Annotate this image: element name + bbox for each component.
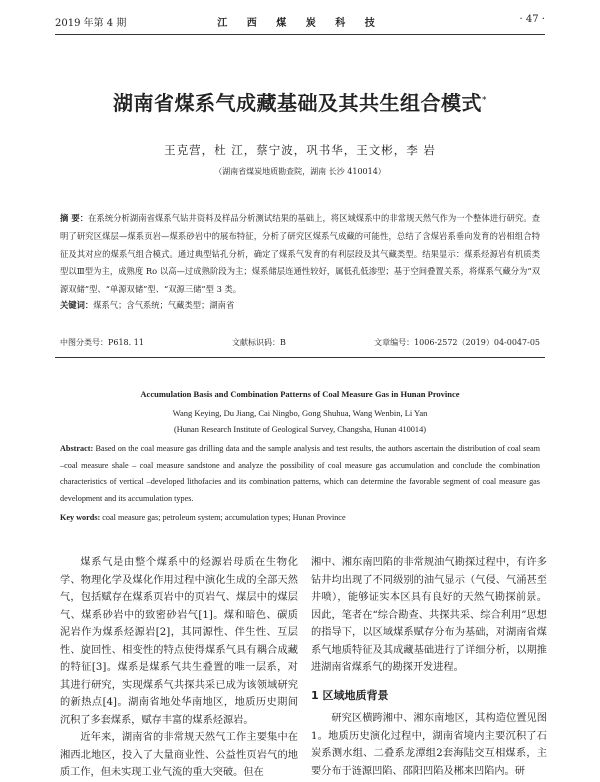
- page-number: · 47 ·: [519, 14, 545, 25]
- abstract-en: [60, 441, 540, 507]
- abstract-cn-label: 摘 要：: [60, 213, 89, 223]
- abstract-en-label: Abstract:: [60, 444, 94, 453]
- section-heading: 1 区域地质背景: [311, 688, 389, 702]
- authors-cn: 王克营，杜 江，蔡宁波，巩书华，王文彬，李 岩: [164, 143, 436, 157]
- clc-number: 中图分类号：P618. 11: [60, 338, 144, 347]
- body-column-left: [60, 554, 298, 782]
- body-paragraph: 近年来，湖南省的非常规天然气工作主要集中在湘西北地区，投入了大量商业性、公益性页岩气的地质工作，但未实现工业气流的重大突破。但在: [60, 732, 298, 778]
- abstract-cn-text: 在系统分析湖南省煤系气钻井资料及样品分析测试结果的基础上，将区域煤系中的非常规天然气作为一个整体进行研究。查明了研究区煤层—煤系页岩—煤系砂岩中的展布特征，分析了研究区煤系气成藏的可能性，总结了含煤岩系垂向发育的岩相组合特征及其对应的煤系气组合模式。通过典型钻孔分析，确定了煤系气发育的有利层段及其气藏类型。结果显示：煤系烃源岩有机质类型以Ⅲ型为主，成熟度 Ro 以高—过成熟阶段为主；煤系储层连通性较好，属低孔低渗型；基于空间叠置关系，将煤系气藏分为“双源双储”型、“单源双储”型、“双源三储”型 3 类。: [60, 213, 540, 295]
- keywords-en-label: Key words:: [60, 513, 101, 522]
- affiliation-cn: （湖南省煤炭地质勘查院，湖南 长沙 410014）: [214, 167, 386, 176]
- keywords-cn-text: 煤系气；含气系统；气藏类型；湖南省: [93, 300, 235, 310]
- keywords-en-text: coal measure gas; petroleum system; accumulation types; Hunan Province: [100, 513, 346, 522]
- title-footnote-mark: *: [482, 95, 487, 106]
- body-paragraph: 研究区横跨湘中、湘东南地区，其构造位置见图1。地质历史演化过程中，湖南省境内主要沉积了石炭系测水组、二叠系龙潭组2套海陆交互相煤系，主要分布于涟源凹陷、邵阳凹陷及郴来凹陷内。研: [311, 713, 547, 777]
- authors-en: Wang Keying, Du Jiang, Cai Ningbo, Gong Shuhua, Wang Wenbin, Li Yan: [172, 408, 428, 418]
- body-paragraph: 煤系气是由整个煤系中的烃源岩母质在生物化学、物理化学及煤化作用过程中演化生成的全部天然气，包括赋存在煤系页岩中的页岩气、煤层中的煤层气、煤系砂岩中的致密砂岩气[1]。煤和暗色、碳质泥岩作为煤系烃源岩[2]，其同源性、伴生性、互层性、旋回性、相变性的特点使得煤系气具有耦合成藏的特征[3]。煤系是煤系气共生叠置的唯一层系，对其进行研究，实现煤系气共探共采已成为该领域研究的新热点[4]。湖南省地处华南地区，地质历史期间沉积了多套煤系，赋存丰富的煤系烃源岩。: [60, 557, 298, 726]
- article-number: 文章编号：1006-2572（2019）04-0047-05: [374, 338, 540, 347]
- classification-line: [60, 337, 540, 349]
- affiliation-en: (Hunan Research Institute of Geological Survey, Changsha, Hunan 410014): [174, 425, 426, 434]
- running-header: [55, 14, 545, 30]
- abstract-en-text: Based on the coal measure gas drilling data and the sample analysis and test results, the authors ascertain the distribution of coal seam –coal measure shale – coal measure sandstone and analyze the possibility of coal measure gas accumulation and conclude the combination characteristics of vertical –developed lithofacies and its combination patterns, which can determine the favorable segment of coal measure gas development and its accumulation types.: [60, 444, 540, 503]
- document-code: 文献标识码：B: [232, 338, 286, 347]
- keywords-cn: [60, 299, 540, 311]
- body-column-right: [311, 554, 547, 780]
- journal-name: 江 西 煤 炭 科 技: [217, 18, 383, 29]
- body-paragraph: 湘中、湘东南凹陷的非常规油气勘探过程中，有许多钻井均出现了不同级别的油气显示（气侵、气涌甚至井喷），能够证实本区具有良好的天然气勘探前景。因此，笔者在“综合勘查、共探共采、综合利用”思想的指导下，以区域煤系赋存分布为基础，对湖南省煤系气地质特征及其成藏基础进行了详细分析，以期推进湖南省煤系气的勘探开发进程。: [311, 557, 547, 673]
- abstract-cn: [60, 210, 540, 299]
- title-text: 湖南省煤系气成藏基础及其共生组合模式: [113, 91, 482, 115]
- issue-label: 2019 年第 4 期: [55, 18, 127, 29]
- header-rule: [55, 34, 545, 35]
- paper-title: [55, 87, 545, 116]
- classification-rule: [55, 357, 545, 358]
- title-en: Accumulation Basis and Combination Patterns of Coal Measure Gas in Hunan Province: [140, 389, 460, 399]
- keywords-cn-label: 关键词：: [60, 300, 94, 310]
- keywords-en: [60, 513, 540, 522]
